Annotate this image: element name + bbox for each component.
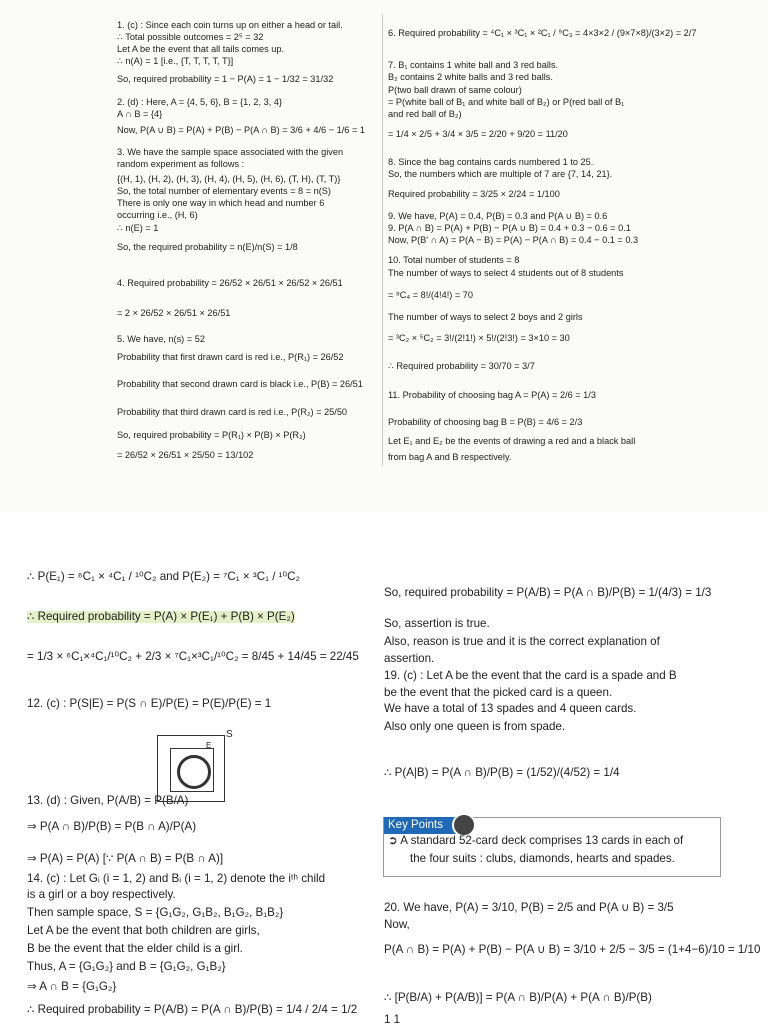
solution-3-line: random experiment as follows :	[117, 159, 245, 169]
solution-3-line: 3. We have the sample space associated with the given	[117, 147, 344, 157]
solution-5-line: Probability that first drawn card is red i.e., P(R₁) = 26/52	[117, 352, 344, 362]
solution-18-line: Also, reason is true and it is the correct explanation of	[384, 635, 660, 648]
solution-11-continued-line: ∴ P(E₁) = ⁶C₁ × ⁴C₁ / ¹⁰C₂ and P(E₂) = ⁷C₁ × ³C₁ / ¹⁰C₂	[27, 570, 301, 583]
solution-11-line: 11. Probability of choosing bag A = P(A) = 2/6 = 1/3	[388, 390, 596, 400]
solution-5-line: Probability that third drawn card is red i.e., P(R₂) = 25/50	[117, 407, 348, 417]
solution-10-line: The number of ways to select 4 students out of 8 students	[388, 268, 624, 278]
solution-9-line: 9. P(A ∩ B) = P(A) + P(B) − P(A ∪ B) = 0.4 + 0.3 − 0.6 = 0.1	[388, 223, 631, 233]
solution-19-line: be the event that the picked card is a queen.	[384, 686, 613, 699]
solution-7-line: 7. B₁ contains 1 white ball and 3 red balls.	[388, 60, 559, 70]
solution-10-line: ∴ Required probability = 30/70 = 3/7	[388, 361, 535, 371]
solution-1-line: Let A be the event that all tails comes up.	[117, 44, 285, 54]
solution-5-line: So, required probability = P(R₁) × P(B) × P(R₂)	[117, 430, 306, 440]
solution-19-line: 19. (c) : Let A be the event that the card is a spade and B	[384, 669, 677, 682]
solution-20-line: Now,	[384, 918, 410, 931]
solution-7-line: = P(white ball of B₁ and white ball of B₂) or P(red ball of B₁	[388, 97, 625, 107]
solution-11-continued-line: ∴ Required probability = P(A) × P(E₁) + P(B) × P(E₂)	[27, 610, 295, 623]
solution-11-line: Let E₁ and E₂ be the events of drawing a red and a black ball	[388, 436, 636, 446]
solution-3-line: So, the total number of elementary events = 8 = n(S)	[117, 186, 331, 196]
solution-12-line: 12. (c) : P(S|E) = P(S ∩ E)/P(E) = P(E)/P(E) = 1	[27, 697, 272, 710]
solution-14-line: Thus, A = {G₁G₂} and B = {G₁G₂, G₁B₂}	[27, 960, 226, 973]
solution-9-line: 9. We have, P(A) = 0.4, P(B) = 0.3 and P(A ∪ B) = 0.6	[388, 211, 608, 221]
solution-14-line: ⇒ A ∩ B = {G₁G₂}	[27, 980, 117, 993]
solution-5-line: = 26/52 × 26/51 × 25/50 = 13/102	[117, 450, 254, 460]
solution-2-line: Now, P(A ∪ B) = P(A) + P(B) − P(A ∩ B) = 3/6 + 4/6 − 1/6 = 1	[117, 125, 365, 135]
solution-2-line: A ∩ B = {4}	[117, 109, 163, 119]
solution-1-line: 1. (c) : Since each coin turns up on either a head or tail.	[117, 20, 343, 30]
venn-circle	[177, 755, 211, 789]
solution-3-line: ∴ n(E) = 1	[117, 223, 159, 233]
solution-7-line: B₂ contains 2 white balls and 3 red balls.	[388, 72, 553, 82]
key-points-label: Key Points	[384, 817, 463, 834]
solution-20-line: P(A ∩ B) = P(A) + P(B) − P(A ∪ B) = 3/10 + 2/5 − 3/5 = (1+4−6)/10 = 1/10	[384, 943, 761, 956]
solution-9-line: Now, P(B′ ∩ A) = P(A − B) = P(A) − P(A ∩ B) = 0.4 − 0.1 = 0.3	[388, 235, 639, 245]
solution-11-line: Probability of choosing bag B = P(B) = 4/6 = 2/3	[388, 417, 583, 427]
venn-diagram	[157, 735, 225, 802]
solution-7-line: P(two ball drawn of same colour)	[388, 85, 522, 95]
solution-13-line: 13. (d) : Given, P(A/B) = P(B/A)	[27, 794, 189, 807]
solution-19-line: Also only one queen is from spade.	[384, 720, 566, 733]
solution-8-line: 8. Since the bag contains cards numbered 1 to 25.	[388, 157, 594, 167]
solution-11-continued-line: = 1/3 × ⁶C₁×⁴C₁/¹⁰C₂ + 2/3 × ⁷C₁×³C₁/¹⁰C₂ = 8/45 + 14/45 = 22/45	[27, 650, 359, 663]
solution-2-line: 2. (d) : Here, A = {4, 5, 6}, B = {1, 2, 3, 4}	[117, 97, 282, 107]
solution-1-line: So, required probability = 1 − P(A) = 1 − 1/32 = 31/32	[117, 74, 334, 84]
solution-20-line: 20. We have, P(A) = 3/10, P(B) = 2/5 and P(A ∪ B) = 3/5	[384, 901, 674, 914]
solution-3-line: So, the required probability = n(E)/n(S) = 1/8	[117, 242, 298, 252]
solution-8-line: So, the numbers which are multiple of 7 are {7, 14, 21}.	[388, 169, 613, 179]
solution-19-line: We have a total of 13 spades and 4 queen cards.	[384, 702, 637, 715]
solution-14-line: is a girl or a boy respectively.	[27, 888, 176, 901]
solution-14-line: Then sample space, S = {G₁G₂, G₁B₂, B₁G₂, B₁B₂}	[27, 906, 284, 919]
page-bottom-scan	[0, 512, 768, 1024]
solution-7-line: = 1/4 × 2/5 + 3/4 × 3/5 = 2/20 + 9/20 = 11/20	[388, 129, 568, 139]
solution-10-line: The number of ways to select 2 boys and 2 girls	[388, 312, 583, 322]
solution-19-line: ∴ P(A|B) = P(A ∩ B)/P(B) = (1/52)/(4/52) = 1/4	[384, 766, 620, 779]
solution-14-line: Let A be the event that both children are girls,	[27, 924, 260, 937]
solution-5-line: 5. We have, n(s) = 52	[117, 334, 205, 344]
solution-20-line: 1 1	[384, 1013, 401, 1024]
venn-event-box	[170, 748, 214, 792]
venn-event-label: E	[206, 741, 212, 750]
solution-5-line: Probability that second drawn card is black i.e., P(B) = 26/51	[117, 379, 363, 389]
solution-10-line: 10. Total number of students = 8	[388, 255, 520, 265]
solution-14-line: B be the event that the elder child is a girl.	[27, 942, 243, 955]
solution-18-line: So, required probability = P(A/B) = P(A ∩ B)/P(B) = 1/(4/3) = 1/3	[384, 586, 712, 599]
solution-13-line: ⇒ P(A) = P(A) [∵ P(A ∩ B) = P(B ∩ A)]	[27, 852, 224, 865]
solution-14-line: 14. (c) : Let Gᵢ (i = 1, 2) and Bᵢ (i = 1, 2) denote the iᵗʰ child	[27, 872, 326, 885]
column-divider	[382, 14, 383, 466]
solution-4-line: = 2 × 26/52 × 26/51 × 26/51	[117, 308, 231, 318]
solution-7-line: and red ball of B₂)	[388, 109, 462, 119]
solution-1-line: ∴ n(A) = 1 [i.e., {T, T, T, T, T}]	[117, 56, 234, 66]
solution-10-line: = ³C₂ × ⁵C₂ = 3!/(2!1!) × 5!/(2!3!) = 3×10 = 30	[388, 333, 570, 343]
solution-4-line: 4. Required probability = 26/52 × 26/51 × 26/52 × 26/51	[117, 278, 343, 288]
solution-14-line: ∴ Required probability = P(A/B) = P(A ∩ B)/P(B) = 1/4 / 2/4 = 1/2	[27, 1003, 358, 1016]
venn-sample-space-label: S	[226, 729, 233, 740]
solution-8-line: Required probability = 3/25 × 2/24 = 1/100	[388, 189, 560, 199]
solution-13-line: ⇒ P(A ∩ B)/P(B) = P(B ∩ A)/P(A)	[27, 820, 197, 833]
solution-3-line: There is only one way in which head and number 6	[117, 198, 325, 208]
solution-10-line: = ⁸C₄ = 8!/(4!4!) = 70	[388, 290, 473, 300]
solution-6-line: 6. Required probability = ⁴C₁ × ³C₁ × ²C₁ / ⁹C₃ = 4×3×2 / (9×7×8)/(3×2) = 2/7	[388, 28, 697, 38]
solution-1-line: ∴ Total possible outcomes = 2⁵ = 32	[117, 32, 264, 42]
key-points-text: ➲ A standard 52-card deck comprises 13 cards in each of	[388, 834, 684, 847]
key-points-text: the four suits : clubs, diamonds, hearts and spades.	[410, 852, 675, 865]
solution-18-line: So, assertion is true.	[384, 617, 490, 630]
solution-20-line: ∴ [P(B/A) + P(A/B)] = P(A ∩ B)/P(A) + P(A ∩ B)/P(B)	[384, 991, 652, 1004]
solution-18-line: assertion.	[384, 652, 435, 665]
solution-3-line: {(H, 1), (H, 2), (H, 3), (H, 4), (H, 5), (H, 6), (T, H), (T, T)}	[117, 174, 341, 184]
solution-11-line: from bag A and B respectively.	[388, 452, 512, 462]
solution-3-line: occurring i.e., (H, 6)	[117, 210, 198, 220]
